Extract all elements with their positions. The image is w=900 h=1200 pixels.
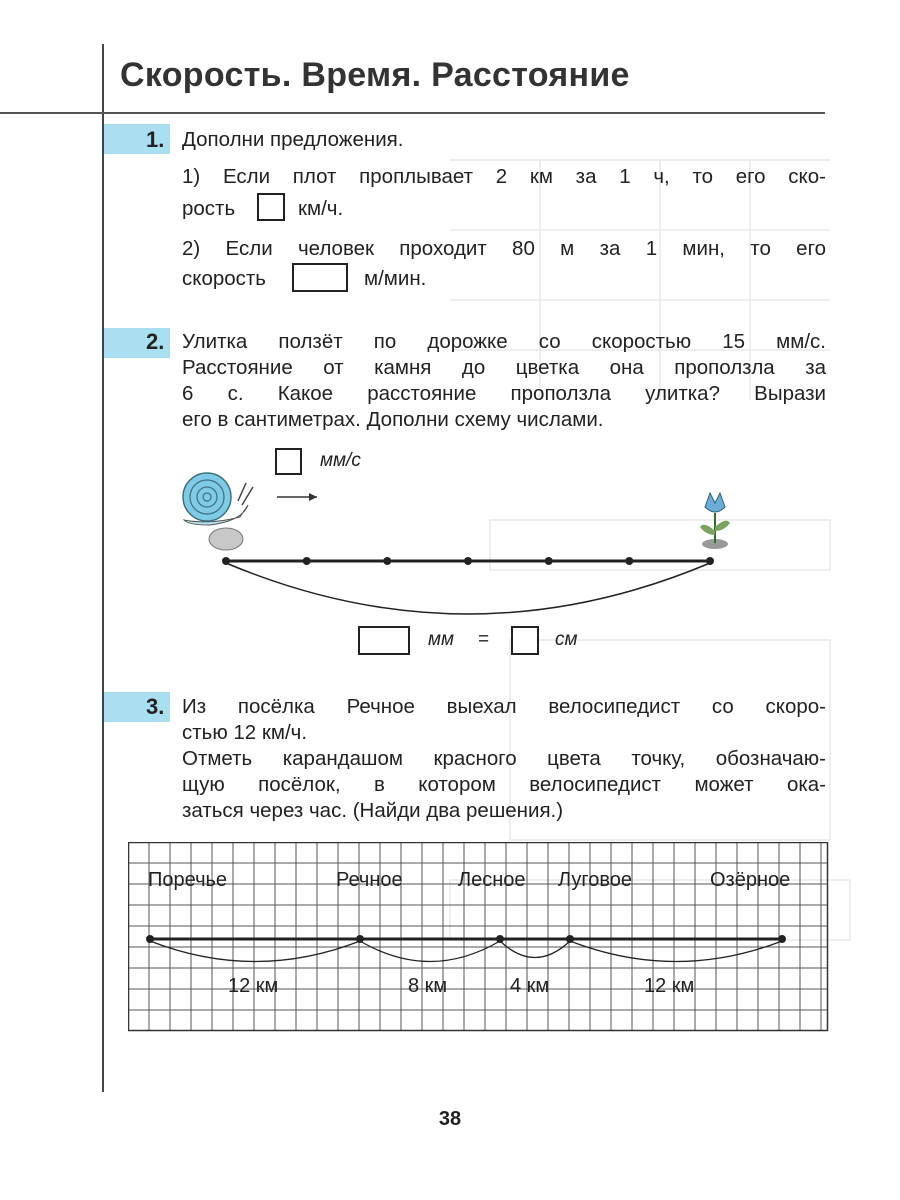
distance-label-2: 8 км xyxy=(408,975,448,997)
task2-cm-box[interactable] xyxy=(511,626,539,655)
task1-sentence2-prefix: скорость xyxy=(182,267,266,290)
task2-line3: 6 с. Какое расстояние проползла улитка? Вырази xyxy=(182,382,826,405)
page-frame-left xyxy=(102,44,104,1092)
distance-arcs xyxy=(150,941,782,962)
task2-equals: = xyxy=(478,629,490,650)
flower-icon xyxy=(700,493,730,549)
snail-icon xyxy=(183,473,253,525)
distance-label-4: 12 км xyxy=(644,975,695,997)
task1-sentence1-line1: 1) Если плот проплывает 2 км за 1 ч, то его ско- xyxy=(182,165,826,188)
task2-speed-unit: мм/с xyxy=(320,450,361,471)
page-title: Скорость. Время. Расстояние xyxy=(120,56,630,94)
title-underline xyxy=(0,112,825,114)
task2-line4: его в сантиметрах. Дополни схему числами. xyxy=(182,408,604,431)
distance-label-1: 12 км xyxy=(228,975,279,997)
task3-number: 3. xyxy=(146,694,165,719)
task3-line2: стью 12 км/ч. xyxy=(182,721,308,744)
task3-line4: щую посёлок, в котором велосипедист может ока- xyxy=(182,773,826,796)
task3-line3: Отметь карандашом красного цвета точку, обозначаю- xyxy=(182,747,826,770)
task3-line5: заться через час. (Найди два решения.) xyxy=(182,799,564,822)
task3-line1: Из посёлка Речное выехал велосипедист со скоро- xyxy=(182,695,826,718)
village-label-lesnoe: Лесное xyxy=(458,869,526,891)
village-label-lugovoe: Луговое xyxy=(558,869,632,891)
task2-number: 2. xyxy=(146,329,165,354)
task1-answer1-box[interactable] xyxy=(257,193,285,221)
task2-unit-cm: см xyxy=(555,629,578,650)
task1-number: 1. xyxy=(146,127,165,152)
task2-mm-box[interactable] xyxy=(358,626,410,655)
stone-icon xyxy=(209,528,243,550)
task2-unit-mm: мм xyxy=(428,629,455,650)
task1-sentence2-unit: м/мин. xyxy=(364,267,427,290)
distance-label-3: 4 км xyxy=(510,975,550,997)
task1-sentence1-unit: км/ч. xyxy=(298,197,344,220)
total-distance-arc xyxy=(226,563,710,614)
task1-sentence1-prefix: рость xyxy=(182,197,236,220)
direction-arrow-icon xyxy=(277,493,317,501)
task2-line1: Улитка ползёт по дорожке со скоростью 15 мм/с. xyxy=(182,330,826,353)
task1-sentence2-line1: 2) Если человек проходит 80 м за 1 мин, то его xyxy=(182,237,826,260)
village-label-rechnoe: Речное xyxy=(336,869,403,891)
task1-answer2-box[interactable] xyxy=(292,263,348,292)
task2-line2: Расстояние от камня до цветка она проползла за xyxy=(182,356,826,379)
village-label-porechye: Поречье xyxy=(148,869,228,891)
snail-scheme xyxy=(170,465,770,620)
village-label-ozernoe: Озёрное xyxy=(710,869,791,891)
page-number: 38 xyxy=(438,1108,462,1130)
task1-heading: Дополни предложения. xyxy=(182,128,404,151)
